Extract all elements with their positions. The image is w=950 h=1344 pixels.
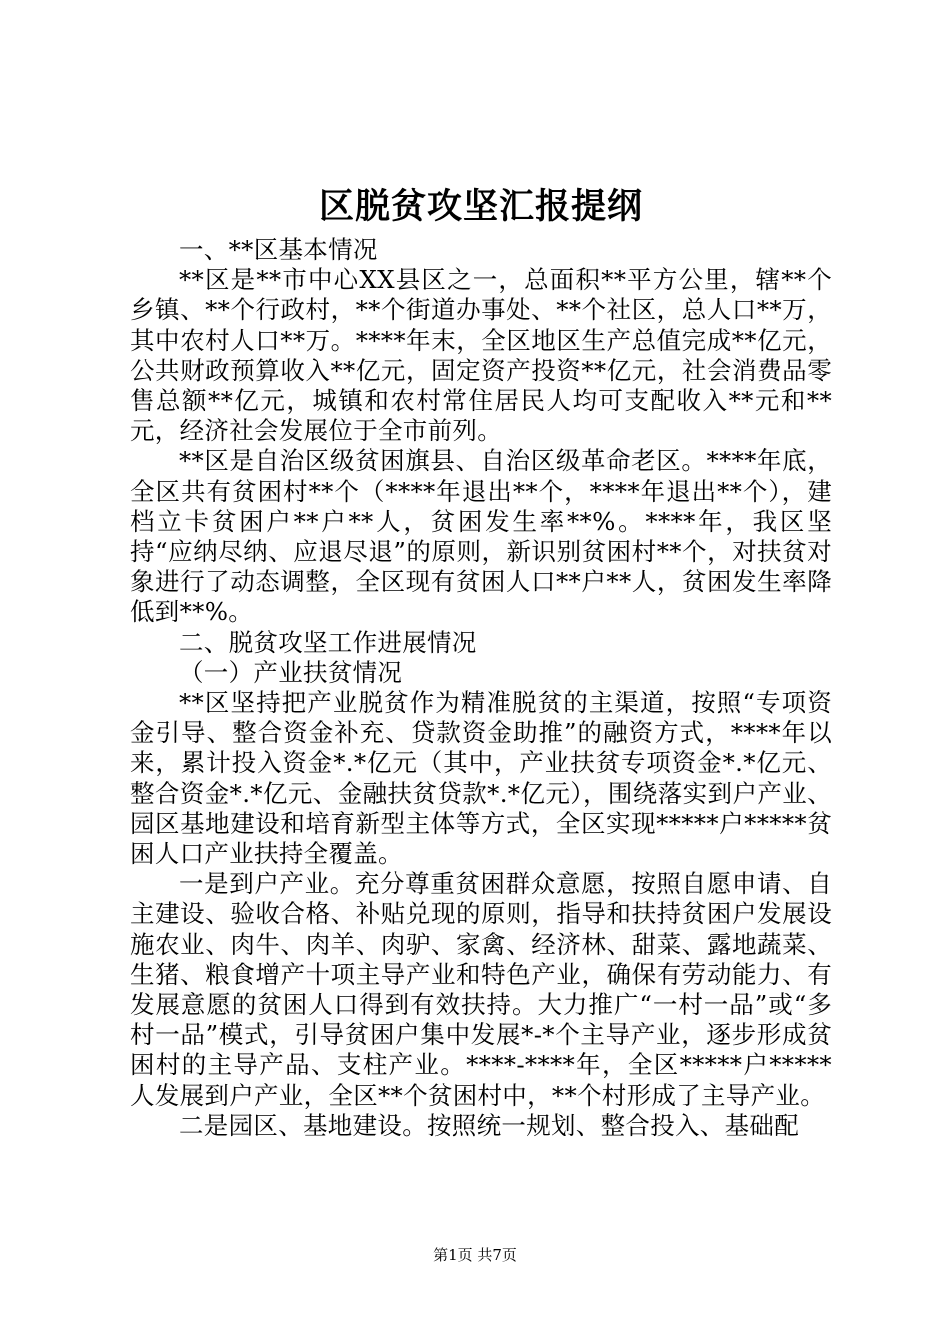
section-heading-progress: 二、脱贫攻坚工作进展情况 (179, 627, 477, 657)
document-page (130, 180, 832, 1141)
paragraph-industry-funding: **区坚持把产业脱贫作为精准脱贫的主渠道，按照“专项资金引导、整合资金补充、贷款资金助推”的融资方式，****年以来，累计投入资金*.*亿元（其中，产业扶贫专项资金*.*亿元、整合资金*.*亿元、金融扶贫贷款*.*亿元），围绕落实到户产业、园区基地建设和培育新型主体等方式，全区实现*****户*****贫困人口产业扶持全覆盖。 (130, 688, 832, 869)
paragraph-household-industry: 一是到户产业。充分尊重贫困群众意愿，按照自愿申请、自主建设、验收合格、补贴兑现的原则，指导和扶持贫困户发展设施农业、肉牛、肉羊、肉驴、家禽、经济林、甜菜、露地蔬菜、生猪、粮食增产十项主导产业和特色产业，确保有劳动能力、有发展意愿的贫困人口得到有效扶持。大力推广“一村一品”或“多村一品”模式，引导贫困户集中发展*-*个主导产业，逐步形成贫困村的主导产品、支柱产业。****-****年，全区*****户*****人发展到户产业，全区**个贫困村中，**个村形成了主导产业。 (130, 869, 832, 1110)
document-title: 区脱贫攻坚汇报提纲 (318, 187, 643, 227)
page-footer: 第1页 共7页 (433, 1246, 517, 1264)
section-heading-basic-info: 一、**区基本情况 (179, 235, 378, 264)
subsection-heading-industry: （一）产业扶贫情况 (179, 657, 403, 687)
paragraph-park-base: 二是园区、基地建设。按照统一规划、整合投入、基础配 (179, 1110, 799, 1140)
paragraph-poverty-status: **区是自治区级贫困旗县、自治区级革命老区。****年底，全区共有贫困村**个（****年退出**个，****年退出**个），建档立卡贫困户**户**人，贫困发生率**%。****年，我区坚持“应纳尽纳、应退尽退”的原则，新识别贫困村**个，对扶贫对象进行了动态调整，全区现有贫困人口**户**人，贫困发生率降低到**%。 (130, 446, 832, 627)
paragraph-overview: **区是**市中心XX县区之一，总面积**平方公里，辖**个乡镇、**个行政村，**个街道办事处、**个社区，总人口**万，其中农村人口**万。****年末，全区地区生产总值完成**亿元，公共财政预算收入**亿元，固定资产投资**亿元，社会消费品零售总额**亿元，城镇和农村常住居民人均可支配收入**元和**元，经济社会发展位于全市前列。 (130, 265, 832, 446)
